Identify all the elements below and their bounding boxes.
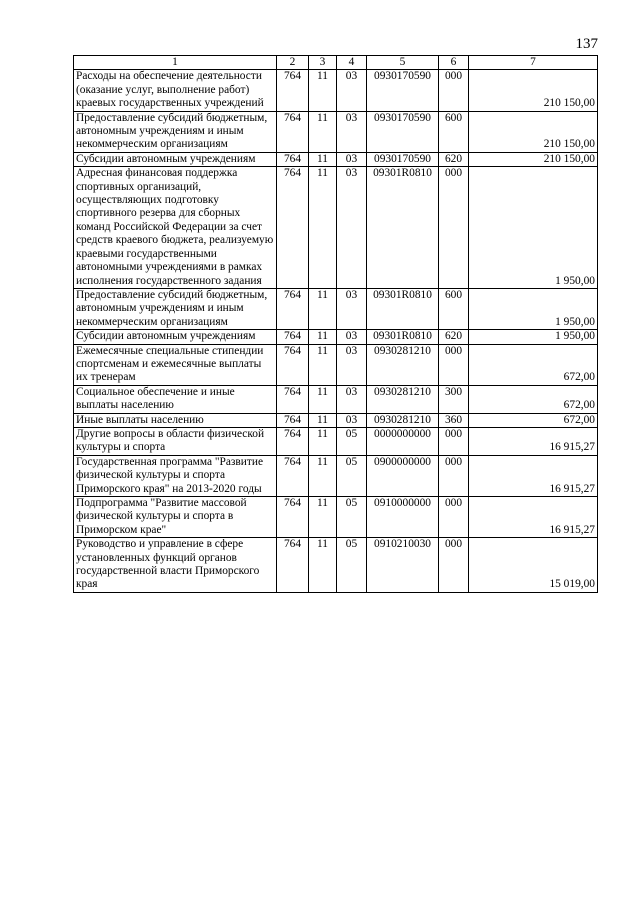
row-code-3: 11 bbox=[309, 111, 337, 152]
row-code-5: 09301R0810 bbox=[367, 288, 439, 329]
row-code-3: 11 bbox=[309, 427, 337, 455]
row-amount: 16 915,27 bbox=[469, 455, 598, 496]
row-code-5: 09301R0810 bbox=[367, 167, 439, 289]
row-code-6: 000 bbox=[439, 455, 469, 496]
row-code-4: 03 bbox=[337, 152, 367, 166]
row-code-2: 764 bbox=[277, 455, 309, 496]
column-header: 7 bbox=[469, 56, 598, 70]
table-row bbox=[74, 152, 598, 166]
table-row bbox=[74, 385, 598, 413]
row-code-6: 600 bbox=[439, 288, 469, 329]
row-code-6: 000 bbox=[439, 344, 469, 385]
row-name: Субсидии автономным учреждениям bbox=[74, 152, 277, 166]
row-code-5: 0930170590 bbox=[367, 111, 439, 152]
row-code-2: 764 bbox=[277, 413, 309, 427]
table-row bbox=[74, 288, 598, 329]
row-code-2: 764 bbox=[277, 330, 309, 344]
row-code-2: 764 bbox=[277, 538, 309, 593]
table-row bbox=[74, 330, 598, 344]
column-header: 6 bbox=[439, 56, 469, 70]
row-code-3: 11 bbox=[309, 413, 337, 427]
row-name: Адресная финансовая поддержка спортивных организаций, осуществляющих подготовку спортивного резерва для сборных команд Российской Федерации за счет средств краевого бюджета, реализуемую краевыми государственными автономными учреждениями в рамках исполнения государственного задания bbox=[74, 167, 277, 289]
row-code-6: 620 bbox=[439, 330, 469, 344]
column-header: 4 bbox=[337, 56, 367, 70]
row-amount: 1 950,00 bbox=[469, 288, 598, 329]
row-name: Субсидии автономным учреждениям bbox=[74, 330, 277, 344]
row-code-6: 620 bbox=[439, 152, 469, 166]
row-amount: 672,00 bbox=[469, 385, 598, 413]
row-code-6: 000 bbox=[439, 167, 469, 289]
table-row bbox=[74, 167, 598, 289]
row-code-2: 764 bbox=[277, 111, 309, 152]
row-code-4: 03 bbox=[337, 70, 367, 111]
row-code-3: 11 bbox=[309, 167, 337, 289]
row-code-2: 764 bbox=[277, 152, 309, 166]
row-code-5: 0910210030 bbox=[367, 538, 439, 593]
row-code-4: 03 bbox=[337, 413, 367, 427]
row-code-2: 764 bbox=[277, 497, 309, 538]
row-code-3: 11 bbox=[309, 455, 337, 496]
row-code-5: 0930170590 bbox=[367, 70, 439, 111]
row-code-6: 000 bbox=[439, 427, 469, 455]
row-code-6: 600 bbox=[439, 111, 469, 152]
row-code-2: 764 bbox=[277, 385, 309, 413]
row-code-5: 0000000000 bbox=[367, 427, 439, 455]
row-name: Расходы на обеспечение деятельности (оказание услуг, выполнение работ) краевых государственных учреждений bbox=[74, 70, 277, 111]
row-name: Руководство и управление в сфере установленных функций органов государственной власти Приморского края bbox=[74, 538, 277, 593]
row-code-5: 0930281210 bbox=[367, 413, 439, 427]
table-row bbox=[74, 111, 598, 152]
row-code-5: 0930281210 bbox=[367, 344, 439, 385]
row-name: Предоставление субсидий бюджетным, автономным учреждениям и иным некоммерческим организациям bbox=[74, 288, 277, 329]
row-amount: 672,00 bbox=[469, 413, 598, 427]
row-amount: 15 019,00 bbox=[469, 538, 598, 593]
row-code-3: 11 bbox=[309, 385, 337, 413]
row-code-5: 0900000000 bbox=[367, 455, 439, 496]
row-amount: 1 950,00 bbox=[469, 167, 598, 289]
row-code-2: 764 bbox=[277, 167, 309, 289]
row-name: Социальное обеспечение и иные выплаты населению bbox=[74, 385, 277, 413]
row-code-4: 03 bbox=[337, 330, 367, 344]
row-code-5: 0910000000 bbox=[367, 497, 439, 538]
row-code-3: 11 bbox=[309, 70, 337, 111]
column-header: 2 bbox=[277, 56, 309, 70]
row-code-5: 0930170590 bbox=[367, 152, 439, 166]
table-row bbox=[74, 455, 598, 496]
column-header: 5 bbox=[367, 56, 439, 70]
row-code-3: 11 bbox=[309, 288, 337, 329]
row-name: Ежемесячные специальные стипендии спортсменам и ежемесячные выплаты их тренерам bbox=[74, 344, 277, 385]
row-amount: 16 915,27 bbox=[469, 427, 598, 455]
page-number: 137 bbox=[575, 36, 598, 52]
row-code-4: 03 bbox=[337, 288, 367, 329]
table-row bbox=[74, 538, 598, 593]
row-code-5: 09301R0810 bbox=[367, 330, 439, 344]
row-code-4: 03 bbox=[337, 385, 367, 413]
table-row bbox=[74, 497, 598, 538]
row-code-2: 764 bbox=[277, 70, 309, 111]
row-code-3: 11 bbox=[309, 152, 337, 166]
row-code-6: 000 bbox=[439, 70, 469, 111]
row-code-3: 11 bbox=[309, 497, 337, 538]
row-code-2: 764 bbox=[277, 427, 309, 455]
row-code-4: 05 bbox=[337, 538, 367, 593]
row-code-3: 11 bbox=[309, 330, 337, 344]
row-code-4: 03 bbox=[337, 167, 367, 289]
row-code-3: 11 bbox=[309, 344, 337, 385]
row-code-4: 03 bbox=[337, 111, 367, 152]
row-amount: 210 150,00 bbox=[469, 70, 598, 111]
row-amount: 210 150,00 bbox=[469, 152, 598, 166]
column-header: 3 bbox=[309, 56, 337, 70]
row-code-6: 300 bbox=[439, 385, 469, 413]
row-amount: 210 150,00 bbox=[469, 111, 598, 152]
row-name: Государственная программа "Развитие физической культуры и спорта Приморского края" на 2013-2020 годы bbox=[74, 455, 277, 496]
row-amount: 16 915,27 bbox=[469, 497, 598, 538]
row-code-5: 0930281210 bbox=[367, 385, 439, 413]
row-name: Другие вопросы в области физической культуры и спорта bbox=[74, 427, 277, 455]
row-code-4: 05 bbox=[337, 427, 367, 455]
row-code-6: 360 bbox=[439, 413, 469, 427]
table-row bbox=[74, 344, 598, 385]
table-row bbox=[74, 70, 598, 111]
row-amount: 672,00 bbox=[469, 344, 598, 385]
row-code-6: 000 bbox=[439, 538, 469, 593]
table-row bbox=[74, 427, 598, 455]
row-amount: 1 950,00 bbox=[469, 330, 598, 344]
row-name: Иные выплаты населению bbox=[74, 413, 277, 427]
row-code-3: 11 bbox=[309, 538, 337, 593]
row-code-2: 764 bbox=[277, 288, 309, 329]
table-row bbox=[74, 413, 598, 427]
row-name: Предоставление субсидий бюджетным, автономным учреждениям и иным некоммерческим организациям bbox=[74, 111, 277, 152]
row-code-4: 05 bbox=[337, 455, 367, 496]
budget-table bbox=[73, 55, 598, 593]
row-code-4: 03 bbox=[337, 344, 367, 385]
column-header: 1 bbox=[74, 56, 277, 70]
row-code-6: 000 bbox=[439, 497, 469, 538]
row-code-4: 05 bbox=[337, 497, 367, 538]
row-code-2: 764 bbox=[277, 344, 309, 385]
row-name: Подпрограмма "Развитие массовой физической культуры и спорта в Приморском крае" bbox=[74, 497, 277, 538]
header-row bbox=[74, 56, 598, 70]
